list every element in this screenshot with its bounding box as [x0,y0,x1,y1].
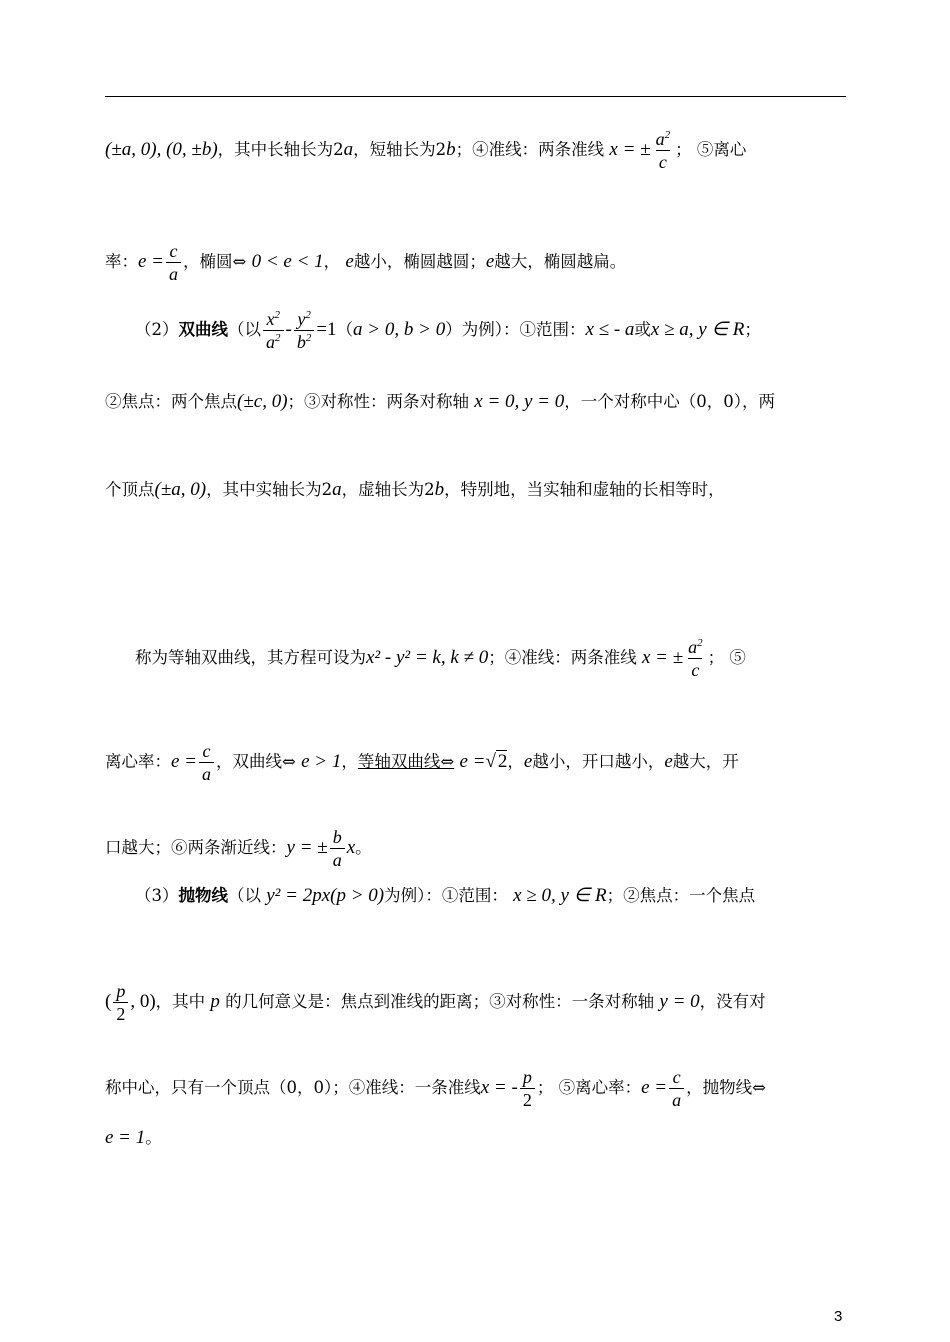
text-line-3: （2）双曲线（以 $\frac{x^2}{a^2}$ - $\frac{y^2}{b^2}$ =1（a > 0, b > 0）为例）：①范围：x ≤ - a或x ≥ a, y ∈ R； [135,309,761,352]
text-line-12: e = 1。 [105,1127,162,1148]
text-line-4: ②焦点：两个焦点(±c, 0)；③对称性：两条对称轴 x = 0, y = 0，一个对称中心（0，0），两 [105,391,776,412]
math-ellipse-vertices: (±a, 0), (0, ±b) [105,139,218,160]
text-line-5: 个顶点(±a, 0)，其中实轴长为2a，虚轴长为2b，特别地，当实轴和虚轴的长相等时， [105,479,725,500]
header-rule [105,96,846,97]
text-line-2: 率：e = $\frac{c}{a}$ ，椭圆⇔ 0 < e < 1， e越小，椭圆越圆；e越大，椭圆越扁。 [105,241,627,284]
math-fraction: $\frac{x^2}{a^2}$ [263,308,284,353]
math-fraction: $\frac{c}{a}$ [199,740,214,785]
math-fraction: $\frac{c}{a}$ [166,240,181,285]
text-line-9: （3）抛物线（以 y² = 2px(p > 0)为例）：①范围： x ≥ 0, y ∈ R；②焦点：一个焦点 [135,885,756,906]
math-fraction: $\frac{b}{a}$ [330,826,345,871]
heading-parabola: 抛物线 [178,886,228,905]
text-line-10: ( $\frac{p}{2}$ , 0)，其中 p 的几何意义是：焦点到准线的距离；③对称性：一条对称轴 y = 0，没有对 [105,981,766,1024]
math-fraction: $\frac{p}{2}$ [520,1066,535,1111]
heading-hyperbola: 双曲线 [178,320,228,339]
text-line-11: 称中心，只有一个顶点（0，0）；④准线：一条准线x = - $\frac{p}{2}$ ； ⑤离心率：e = $\frac{c}{a}$ ，抛物线⇔ [105,1067,766,1110]
math-fraction: $\frac{y^2}{b^2}$ [294,308,315,353]
math-fraction: $\frac{c}{a}$ [669,1066,684,1111]
text-line-8: 口越大；⑥两条渐近线：y = ± $\frac{b}{a}$ x。 [105,827,372,870]
math-fraction: $\frac{a^2}{c}$ [688,637,703,680]
page-number: 3 [834,1308,843,1325]
text-line-1: (±a, 0), (0, ±b)，其中长轴长为2a，短轴长为2b；④准线：两条准线 x = ± $\frac{a^2}{c}$ ； ⑤离心 [105,129,747,172]
text-line-7: 离心率：e = $\frac{c}{a}$ ，双曲线⇔ e > 1，等轴双曲线⇔ e =√ 2，e越小，开口越小，e越大，开 [105,741,739,784]
text-line-6: 称为等轴双曲线，其方程可设为x² - y² = k, k ≠ 0；④准线：两条准线 x = ± $\frac{a^2}{c}$ ； ⑤ [135,637,746,680]
math-fraction: $\frac{p}{2}$ [113,980,128,1025]
math-fraction: $\frac{a^2}{c}$ [655,129,671,172]
